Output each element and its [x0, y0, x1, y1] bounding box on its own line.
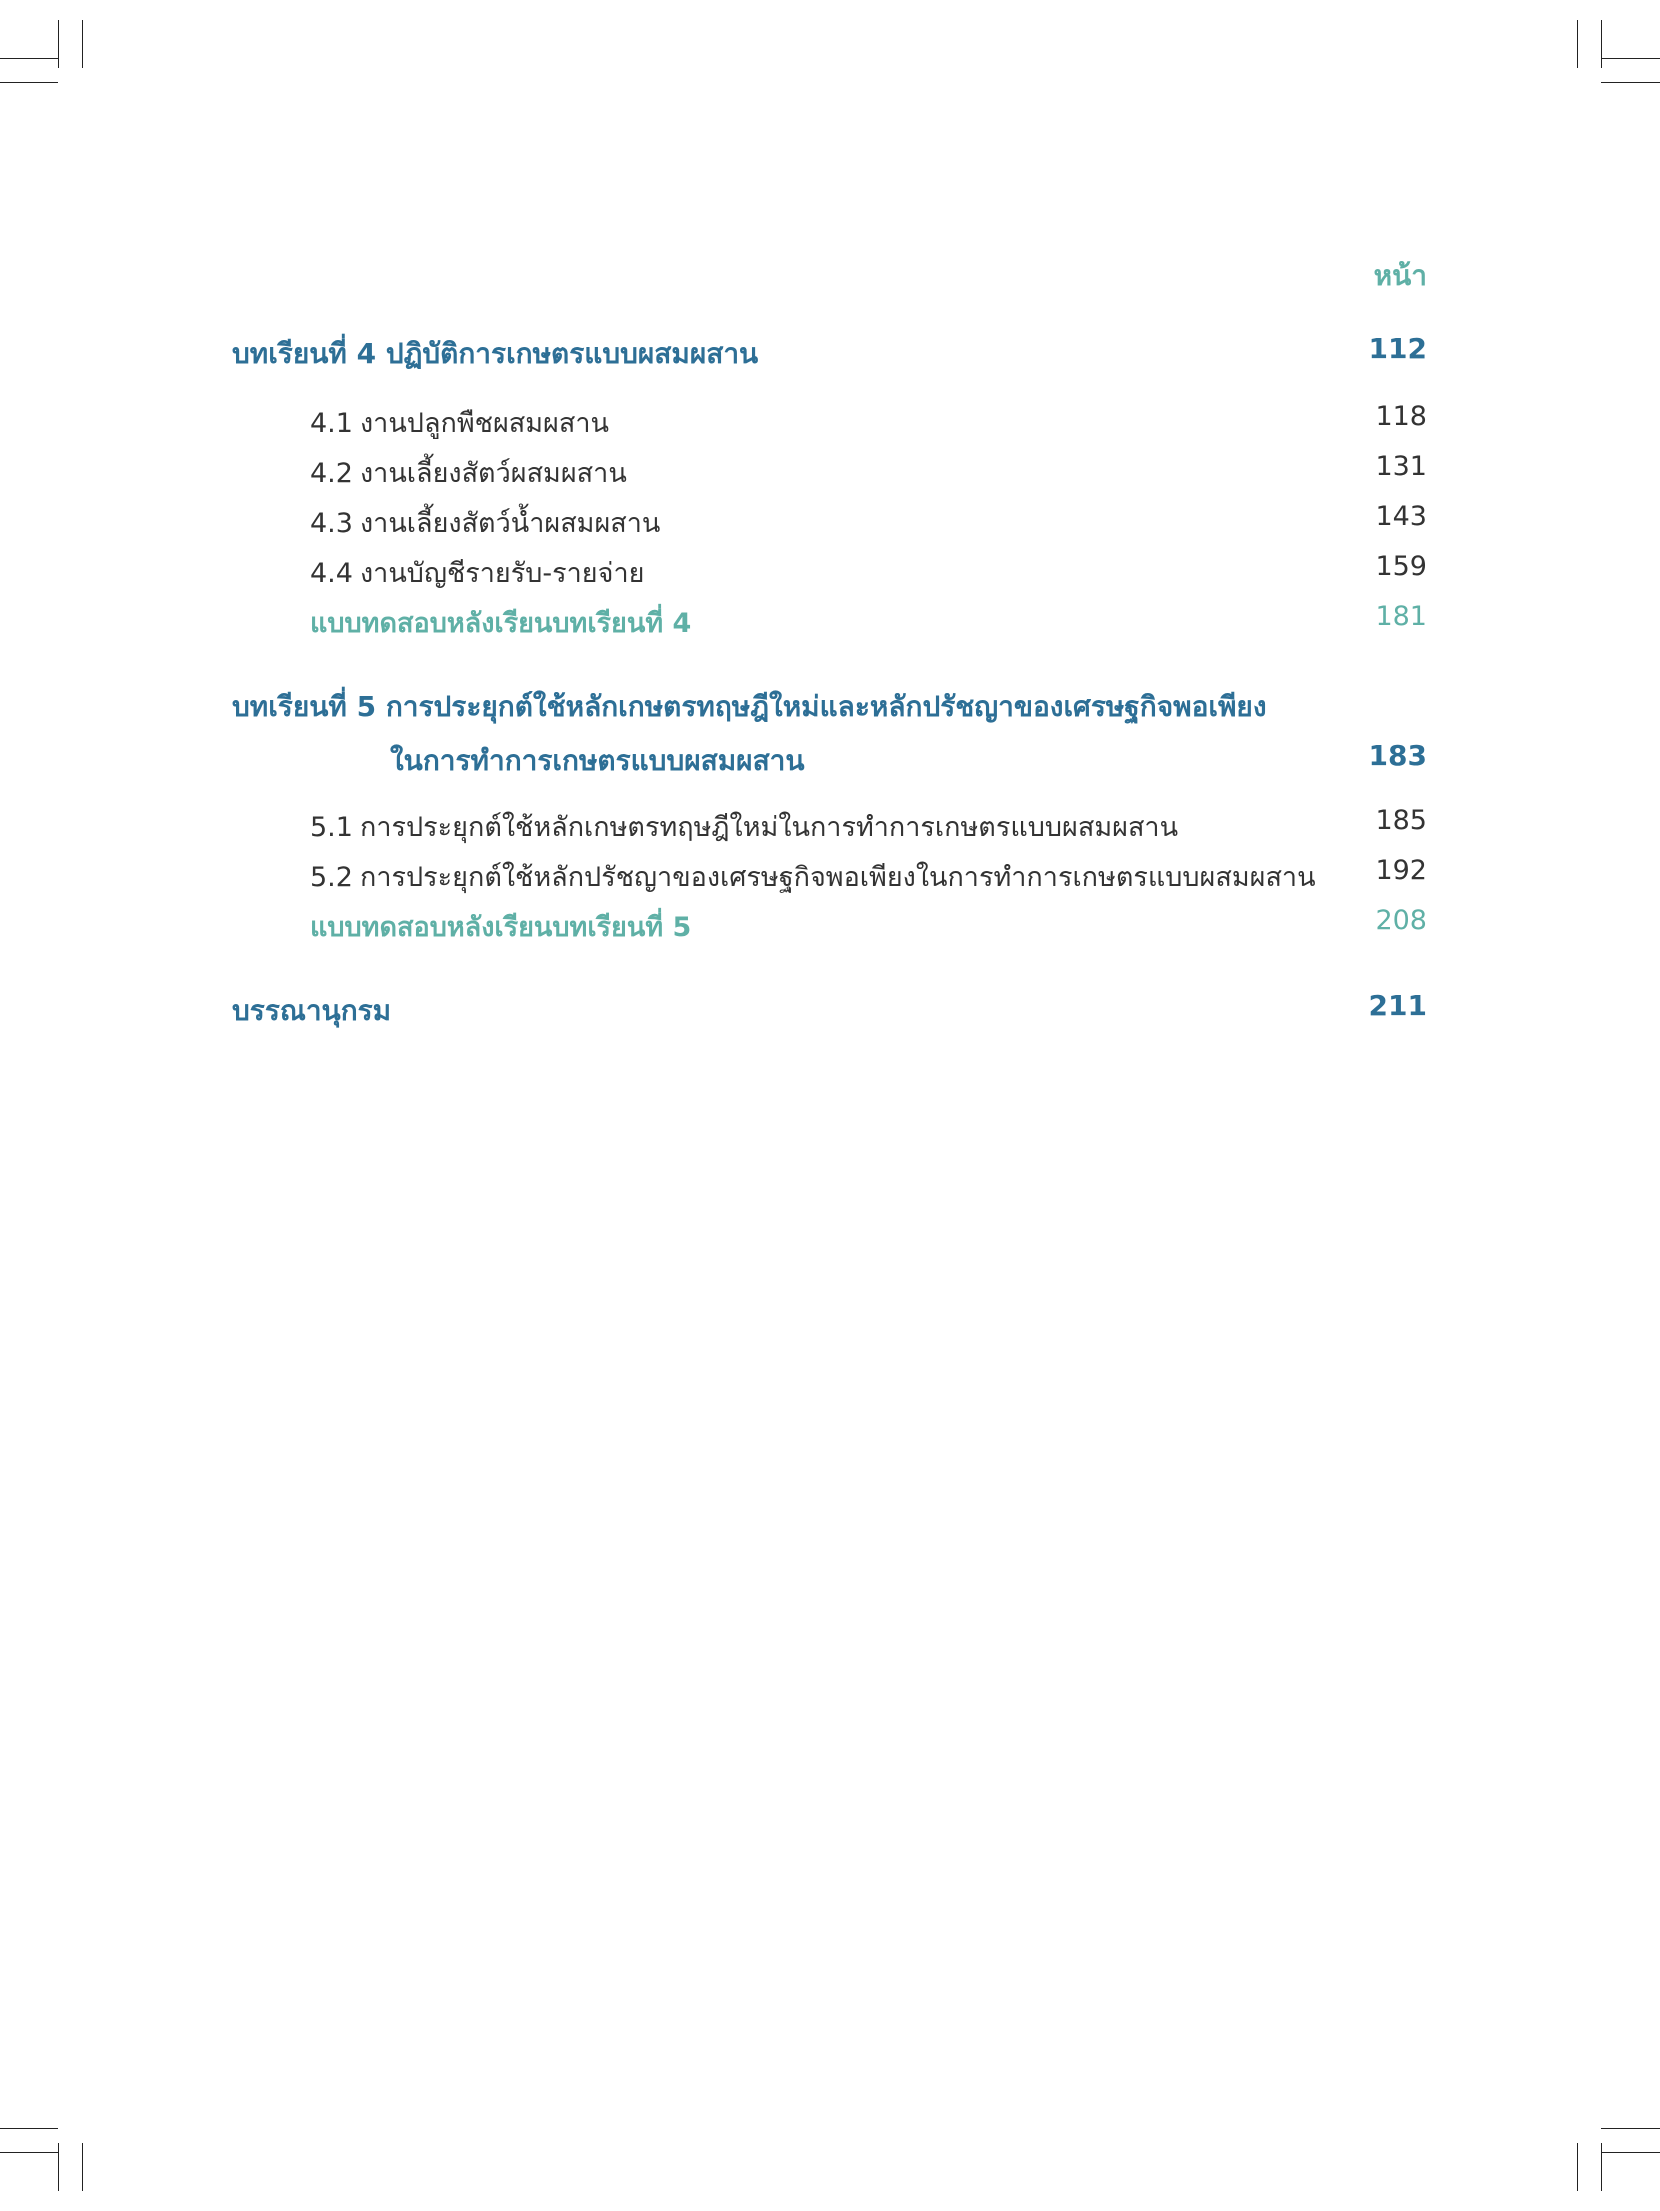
section-title: การประยุกต์ใช้หลักเกษตรทฤษฎีใหม่ในการทำการเกษตรแบบผสมผสาน	[360, 812, 1179, 843]
section-title: งานบัญชีรายรับ-รายจ่าย	[360, 558, 645, 589]
chapter-5-page: 183	[1368, 739, 1427, 772]
bibliography-title: บรรณานุกรม	[232, 994, 392, 1027]
section-page: 118	[1375, 401, 1427, 432]
section-title: การประยุกต์ใช้หลักปรัชญาของเศรษฐกิจพอเพียงในการทำการเกษตรแบบผสมผสาน	[360, 862, 1316, 893]
toc-quiz-5[interactable]	[0, 905, 1660, 961]
bibliography-page: 211	[1368, 989, 1427, 1022]
quiz-4-title: แบบทดสอบหลังเรียนบทเรียนที่ 4	[310, 608, 692, 639]
page-column-heading-row	[0, 254, 1660, 310]
chapter-4-page: 112	[1368, 332, 1427, 365]
section-page: 131	[1375, 451, 1427, 482]
section-number: 4.4	[310, 558, 353, 589]
quiz-5-title: แบบทดสอบหลังเรียนบทเรียนที่ 5	[310, 912, 692, 943]
section-number: 4.2	[310, 458, 353, 489]
section-page: 185	[1375, 805, 1427, 836]
toc-section-4-3[interactable]	[0, 501, 1660, 557]
chapter-4-title: บทเรียนที่ 4 ปฏิบัติการเกษตรแบบผสมผสาน	[232, 337, 759, 370]
section-page: 143	[1375, 501, 1427, 532]
toc-section-4-1[interactable]	[0, 401, 1660, 457]
toc-section-5-1[interactable]	[0, 805, 1660, 861]
section-title: งานปลูกพืชผสมผสาน	[360, 408, 609, 439]
toc-section-5-2[interactable]	[0, 855, 1660, 911]
section-page: 159	[1375, 551, 1427, 582]
toc-chapter-4[interactable]	[0, 332, 1660, 388]
page-column-heading: หน้า	[1373, 259, 1427, 292]
section-number: 4.1	[310, 408, 353, 439]
section-number: 5.2	[310, 862, 353, 893]
section-title: งานเลี้ยงสัตว์น้ำผสมผสาน	[360, 508, 661, 539]
toc-section-4-4[interactable]	[0, 551, 1660, 607]
chapter-5-title-line1: บทเรียนที่ 5 การประยุกต์ใช้หลักเกษตรทฤษฎีใหม่และหลักปรัชญาของเศรษฐกิจพอเพียง	[232, 690, 1267, 723]
quiz-5-page: 208	[1375, 905, 1427, 936]
toc-chapter-5-line2[interactable]	[0, 739, 1660, 795]
toc-section-4-2[interactable]	[0, 451, 1660, 507]
chapter-5-title-line2: ในการทำการเกษตรแบบผสมผสาน	[390, 744, 805, 777]
quiz-4-page: 181	[1375, 601, 1427, 632]
section-title: งานเลี้ยงสัตว์ผสมผสาน	[360, 458, 627, 489]
toc-bibliography[interactable]	[0, 989, 1660, 1045]
section-number: 4.3	[310, 508, 353, 539]
toc-chapter-5-line1[interactable]	[0, 685, 1660, 741]
section-page: 192	[1375, 855, 1427, 886]
toc-quiz-4[interactable]	[0, 601, 1660, 657]
section-number: 5.1	[310, 812, 353, 843]
